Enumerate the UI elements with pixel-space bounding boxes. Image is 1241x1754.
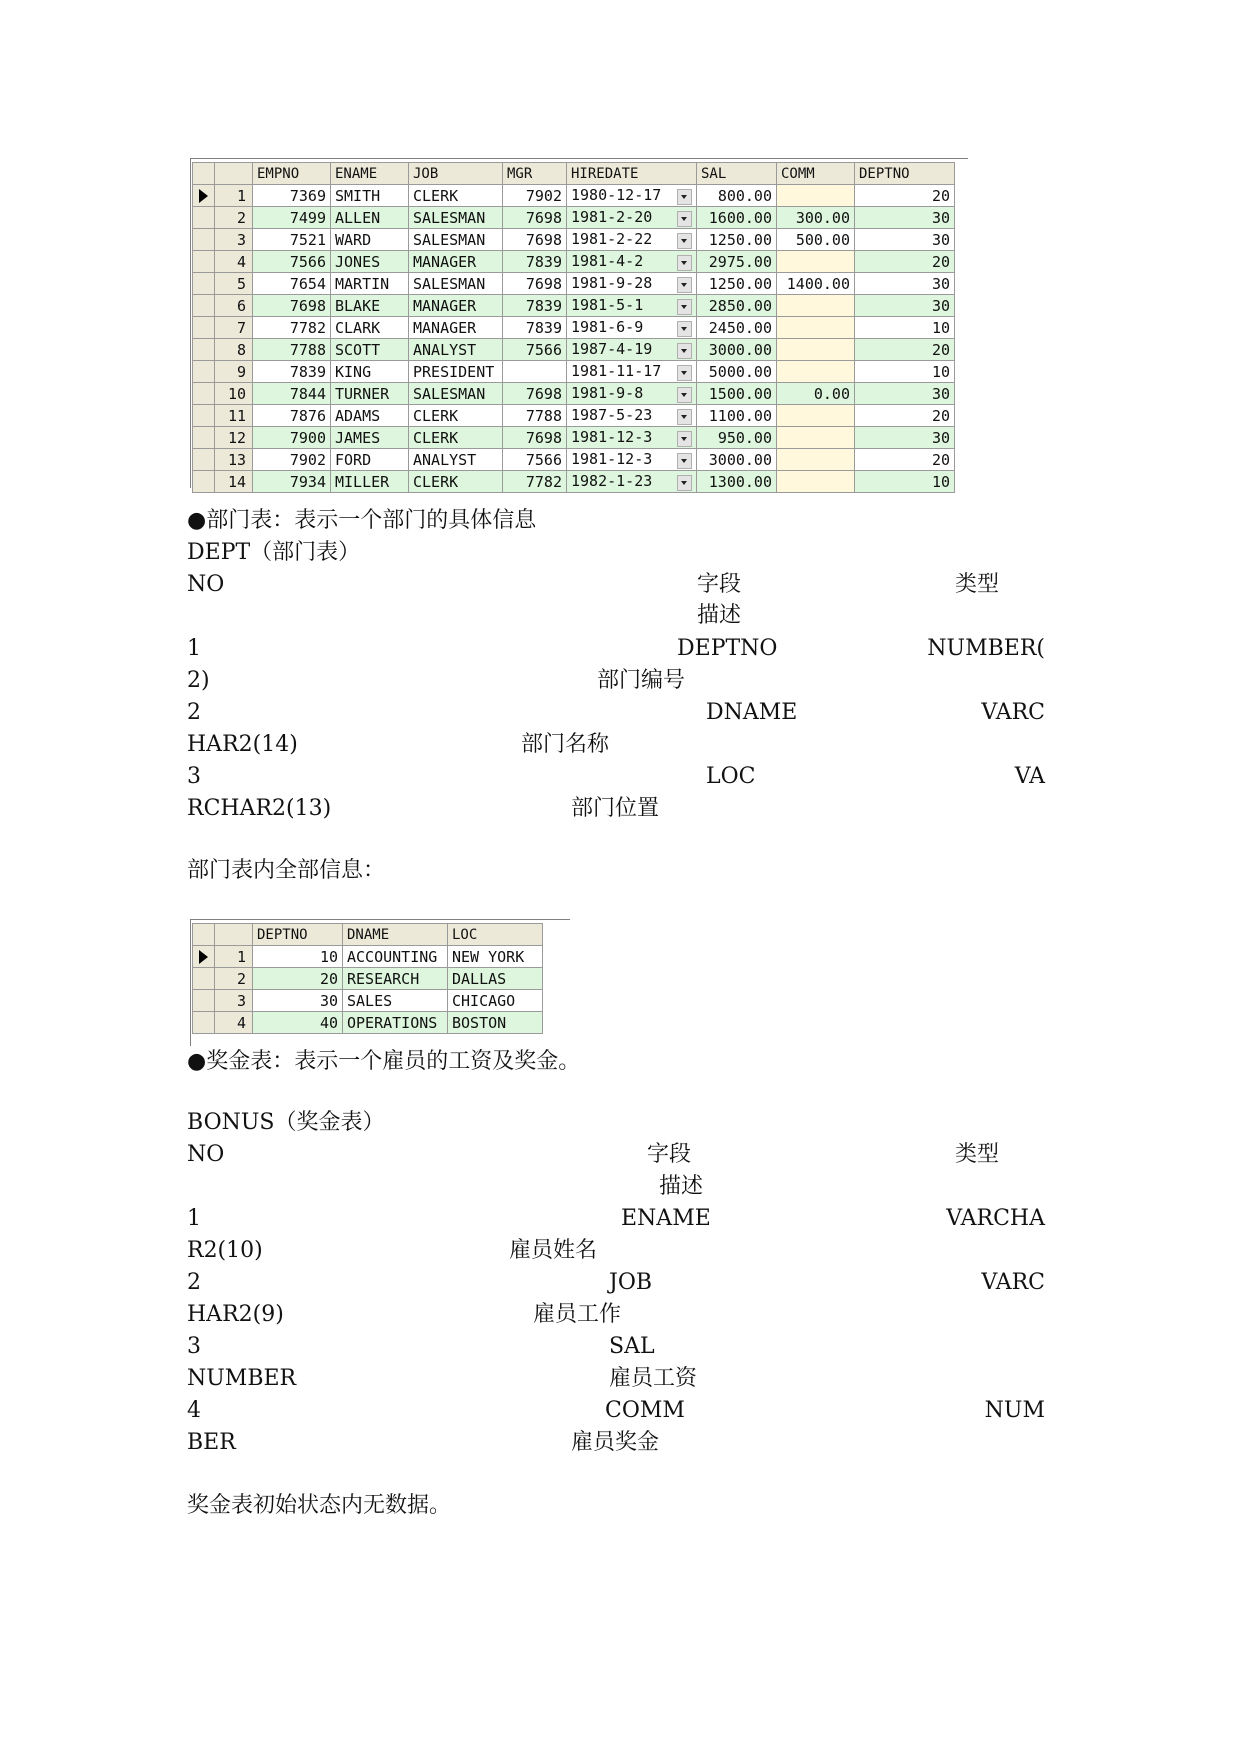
cell-deptno[interactable]: 20: [855, 449, 955, 471]
cell-hiredate-text: 1981-5-1: [571, 296, 644, 314]
cell-hiredate-text: 1981-2-22: [571, 230, 653, 248]
table-row[interactable]: [193, 1012, 543, 1034]
cell-empno[interactable]: 7698: [253, 295, 331, 317]
cell-job[interactable]: CLERK: [409, 405, 503, 427]
cell-row-number: 11: [215, 405, 253, 427]
dept-field-type: VA: [1014, 764, 1045, 789]
table-row[interactable]: [193, 968, 543, 990]
col-header-loc[interactable]: LOC: [448, 924, 543, 946]
cell-empno[interactable]: 7902: [253, 449, 331, 471]
cell-comm[interactable]: [777, 361, 855, 383]
cell-hiredate[interactable]: [567, 229, 697, 251]
cell-sal[interactable]: 1600.00: [697, 207, 777, 229]
bonus-empty-note: 奖金表初始状态内无数据。: [187, 1493, 452, 1518]
dept-title: DEPT（部门表）: [187, 540, 361, 565]
cell-row-number: 9: [215, 361, 253, 383]
date-dropdown-icon[interactable]: [677, 453, 692, 469]
bonus-col-desc: 描述: [659, 1174, 704, 1199]
row-indicator[interactable]: [193, 273, 215, 295]
table-row[interactable]: [193, 207, 955, 229]
cell-hiredate[interactable]: [567, 207, 697, 229]
cell-mgr[interactable]: 7698: [503, 229, 567, 251]
cell-job[interactable]: SALESMAN: [409, 273, 503, 295]
bonus-heading: ●奖金表：表示一个雇员的工资及奖金。: [187, 1049, 581, 1074]
table-row[interactable]: [193, 449, 955, 471]
cell-job[interactable]: CLERK: [409, 427, 503, 449]
dept-field-no: 1: [187, 636, 201, 661]
dept-col-desc: 描述: [697, 603, 742, 628]
table-row[interactable]: [193, 229, 955, 251]
cell-mgr[interactable]: 7698: [503, 383, 567, 405]
cell-ename[interactable]: WARD: [331, 229, 409, 251]
cell-ename[interactable]: MILLER: [331, 471, 409, 493]
bonus-field-no: 1: [187, 1206, 201, 1231]
bonus-field-desc: 雇员工资: [609, 1366, 698, 1391]
cell-mgr[interactable]: 7839: [503, 251, 567, 273]
bonus-field-type: NUM: [984, 1398, 1045, 1423]
dept-col-field: 字段: [697, 572, 742, 597]
cell-ename[interactable]: MARTIN: [331, 273, 409, 295]
cell-row-number: 4: [215, 251, 253, 273]
row-indicator[interactable]: [193, 427, 215, 449]
cell-mgr[interactable]: [503, 361, 567, 383]
cell-hiredate[interactable]: [567, 295, 697, 317]
row-indicator[interactable]: [193, 1012, 215, 1034]
bonus-field-name: JOB: [609, 1270, 653, 1295]
cell-comm[interactable]: 300.00: [777, 207, 855, 229]
cell-deptno[interactable]: 30: [855, 383, 955, 405]
cell-mgr[interactable]: 7698: [503, 273, 567, 295]
cell-loc[interactable]: DALLAS: [448, 968, 543, 990]
row-indicator[interactable]: [193, 251, 215, 273]
cell-comm[interactable]: [777, 317, 855, 339]
bonus-field-desc: 雇员工作: [533, 1302, 622, 1327]
col-header-hiredate[interactable]: HIREDATE: [567, 163, 697, 185]
dept-field-name: DNAME: [706, 700, 798, 725]
dept-col-type: 类型: [955, 572, 1000, 597]
cell-hiredate[interactable]: [567, 251, 697, 273]
cell-hiredate[interactable]: [567, 427, 697, 449]
row-indicator[interactable]: [193, 317, 215, 339]
cell-mgr[interactable]: 7839: [503, 317, 567, 339]
cell-deptno[interactable]: 10: [855, 471, 955, 493]
cell-hiredate-text: 1981-6-9: [571, 318, 644, 336]
row-indicator[interactable]: [193, 229, 215, 251]
cell-deptno[interactable]: 20: [855, 339, 955, 361]
dept-table: [192, 923, 543, 1034]
cell-mgr[interactable]: 7566: [503, 339, 567, 361]
cell-sal[interactable]: 5000.00: [697, 361, 777, 383]
cell-empno[interactable]: 7782: [253, 317, 331, 339]
dept-field-name: LOC: [706, 764, 756, 789]
cell-deptno[interactable]: 20: [855, 185, 955, 207]
col-header-deptno[interactable]: DEPTNO: [253, 924, 343, 946]
row-indicator[interactable]: [193, 449, 215, 471]
cell-hiredate[interactable]: [567, 405, 697, 427]
date-dropdown-icon[interactable]: [677, 475, 692, 491]
row-indicator[interactable]: [193, 185, 215, 207]
cell-job[interactable]: SALESMAN: [409, 207, 503, 229]
cell-comm[interactable]: 500.00: [777, 229, 855, 251]
col-header-dname[interactable]: DNAME: [343, 924, 448, 946]
bonus-field-no: 2: [187, 1270, 201, 1295]
cell-deptno[interactable]: 30: [855, 427, 955, 449]
cell-empno[interactable]: 7654: [253, 273, 331, 295]
table-row[interactable]: [193, 946, 543, 968]
cell-deptno[interactable]: 20: [855, 405, 955, 427]
dept-field-name: DEPTNO: [677, 636, 778, 661]
cell-deptno[interactable]: 20: [855, 251, 955, 273]
table-row[interactable]: [193, 251, 955, 273]
cell-row-number: 2: [215, 207, 253, 229]
cell-loc[interactable]: CHICAGO: [448, 990, 543, 1012]
col-header-mgr[interactable]: MGR: [503, 163, 567, 185]
row-indicator[interactable]: [193, 339, 215, 361]
cell-deptno[interactable]: 30: [855, 207, 955, 229]
cell-sal[interactable]: 950.00: [697, 427, 777, 449]
cell-hiredate[interactable]: [567, 273, 697, 295]
table-row[interactable]: [193, 990, 543, 1012]
cell-empno[interactable]: 7788: [253, 339, 331, 361]
emp-table: [192, 162, 955, 493]
bonus-field-name: COMM: [605, 1398, 685, 1423]
bonus-field-desc: 雇员奖金: [571, 1430, 660, 1455]
cell-hiredate[interactable]: [567, 185, 697, 207]
date-dropdown-icon[interactable]: [677, 233, 692, 249]
cell-deptno[interactable]: 10: [253, 946, 343, 968]
cell-hiredate[interactable]: [567, 383, 697, 405]
table-row[interactable]: [193, 361, 955, 383]
cell-deptno[interactable]: 30: [855, 295, 955, 317]
cell-mgr[interactable]: 7782: [503, 471, 567, 493]
cell-dname[interactable]: RESEARCH: [343, 968, 448, 990]
cell-sal[interactable]: 2975.00: [697, 251, 777, 273]
cell-deptno[interactable]: 10: [855, 361, 955, 383]
cell-hiredate-text: 1981-9-8: [571, 384, 644, 402]
cell-comm[interactable]: [777, 471, 855, 493]
bonus-field-no: 4: [187, 1398, 201, 1423]
bonus-field-type-cont: R2(10): [187, 1238, 263, 1263]
cell-row-number: 8: [215, 339, 253, 361]
bonus-title: BONUS（奖金表）: [187, 1110, 385, 1135]
date-dropdown-icon[interactable]: [677, 431, 692, 447]
cell-sal[interactable]: 3000.00: [697, 339, 777, 361]
date-dropdown-icon[interactable]: [677, 365, 692, 381]
cell-row-number: 5: [215, 273, 253, 295]
cell-sal[interactable]: 1500.00: [697, 383, 777, 405]
bonus-col-field: 字段: [647, 1142, 692, 1167]
date-dropdown-icon[interactable]: [677, 189, 692, 205]
cell-row-number: 4: [215, 1012, 253, 1034]
cell-row-number: 14: [215, 471, 253, 493]
row-indicator[interactable]: [193, 946, 215, 968]
cell-sal[interactable]: 1100.00: [697, 405, 777, 427]
dept-heading: ●部门表：表示一个部门的具体信息: [187, 508, 537, 533]
table-row[interactable]: [193, 339, 955, 361]
cell-ename[interactable]: JAMES: [331, 427, 409, 449]
cell-dname[interactable]: ACCOUNTING: [343, 946, 448, 968]
cell-job[interactable]: MANAGER: [409, 251, 503, 273]
cell-hiredate[interactable]: [567, 449, 697, 471]
cell-job[interactable]: CLERK: [409, 471, 503, 493]
cell-mgr[interactable]: 7698: [503, 427, 567, 449]
cell-row-number: 6: [215, 295, 253, 317]
cell-empno[interactable]: 7839: [253, 361, 331, 383]
dept-field-desc: 部门名称: [521, 732, 610, 757]
bonus-col-type: 类型: [955, 1142, 1000, 1167]
col-header-comm[interactable]: COMM: [777, 163, 855, 185]
cell-sal[interactable]: 2450.00: [697, 317, 777, 339]
date-dropdown-icon[interactable]: [677, 211, 692, 227]
cell-job[interactable]: MANAGER: [409, 295, 503, 317]
cell-row-number: 7: [215, 317, 253, 339]
row-indicator[interactable]: [193, 207, 215, 229]
date-dropdown-icon[interactable]: [677, 255, 692, 271]
cell-empno[interactable]: 7844: [253, 383, 331, 405]
date-dropdown-icon[interactable]: [677, 409, 692, 425]
cell-hiredate-text: 1980-12-17: [571, 186, 662, 204]
date-dropdown-icon[interactable]: [677, 387, 692, 403]
cell-hiredate-text: 1981-9-28: [571, 274, 653, 292]
cell-mgr[interactable]: 7788: [503, 405, 567, 427]
dept-field-no: 2: [187, 700, 201, 725]
col-header-deptno[interactable]: DEPTNO: [855, 163, 955, 185]
cell-sal[interactable]: 3000.00: [697, 449, 777, 471]
cell-deptno[interactable]: 10: [855, 317, 955, 339]
grid-corner: [215, 924, 253, 946]
cell-job[interactable]: MANAGER: [409, 317, 503, 339]
bonus-field-type-cont: HAR2(9): [187, 1302, 284, 1327]
bonus-field-desc: 雇员姓名: [509, 1238, 598, 1263]
bonus-field-name: ENAME: [621, 1206, 711, 1231]
cell-sal[interactable]: 2850.00: [697, 295, 777, 317]
dept-field-desc: 部门位置: [571, 796, 660, 821]
cell-comm[interactable]: [777, 405, 855, 427]
table-row[interactable]: [193, 273, 955, 295]
row-indicator[interactable]: [193, 295, 215, 317]
cell-hiredate-text: 1981-2-20: [571, 208, 653, 226]
dept-field-type-cont: HAR2(14): [187, 732, 298, 757]
cell-row-number: 10: [215, 383, 253, 405]
cell-mgr[interactable]: 7698: [503, 207, 567, 229]
cell-row-number: 1: [215, 946, 253, 968]
bonus-field-type: VARC: [981, 1270, 1045, 1295]
cell-deptno[interactable]: 40: [253, 1012, 343, 1034]
cell-empno[interactable]: 7900: [253, 427, 331, 449]
table-row[interactable]: [193, 405, 955, 427]
cell-ename[interactable]: ALLEN: [331, 207, 409, 229]
cell-row-number: 3: [215, 990, 253, 1012]
cell-hiredate-text: 1981-12-3: [571, 428, 653, 446]
cell-comm[interactable]: [777, 449, 855, 471]
bonus-field-type: VARCHA: [946, 1206, 1045, 1231]
col-header-sal[interactable]: SAL: [697, 163, 777, 185]
cell-hiredate-text: 1981-11-17: [571, 362, 662, 380]
cell-job[interactable]: SALESMAN: [409, 383, 503, 405]
dept-field-desc: 部门编号: [597, 668, 686, 693]
cell-hiredate-text: 1981-12-3: [571, 450, 653, 468]
cell-comm[interactable]: [777, 295, 855, 317]
cell-dname[interactable]: SALES: [343, 990, 448, 1012]
cell-deptno[interactable]: 20: [253, 968, 343, 990]
row-indicator[interactable]: [193, 405, 215, 427]
table-row[interactable]: [193, 471, 955, 493]
cell-comm[interactable]: [777, 427, 855, 449]
cell-empno[interactable]: 7499: [253, 207, 331, 229]
cell-comm[interactable]: [777, 185, 855, 207]
cell-row-number: 1: [215, 185, 253, 207]
dept-col-no: NO: [187, 572, 225, 597]
cell-deptno[interactable]: 30: [253, 990, 343, 1012]
row-indicator[interactable]: [193, 361, 215, 383]
bonus-col-no: NO: [187, 1142, 225, 1167]
cell-comm[interactable]: [777, 339, 855, 361]
cell-ename[interactable]: FORD: [331, 449, 409, 471]
cell-ename[interactable]: SMITH: [331, 185, 409, 207]
col-header-ename[interactable]: ENAME: [331, 163, 409, 185]
row-indicator[interactable]: [193, 471, 215, 493]
cell-ename[interactable]: BLAKE: [331, 295, 409, 317]
cell-job[interactable]: SALESMAN: [409, 229, 503, 251]
cell-loc[interactable]: BOSTON: [448, 1012, 543, 1034]
row-indicator[interactable]: [193, 968, 215, 990]
cell-ename[interactable]: JONES: [331, 251, 409, 273]
cell-hiredate-text: 1987-4-19: [571, 340, 653, 358]
cell-job[interactable]: ANALYST: [409, 449, 503, 471]
cell-sal[interactable]: 1300.00: [697, 471, 777, 493]
cell-job[interactable]: CLERK: [409, 185, 503, 207]
cell-empno[interactable]: 7369: [253, 185, 331, 207]
cell-row-number: 12: [215, 427, 253, 449]
row-indicator[interactable]: [193, 383, 215, 405]
col-header-empno[interactable]: EMPNO: [253, 163, 331, 185]
grid-corner: [215, 163, 253, 185]
date-dropdown-icon[interactable]: [677, 321, 692, 337]
cell-ename[interactable]: ADAMS: [331, 405, 409, 427]
cell-comm[interactable]: 1400.00: [777, 273, 855, 295]
cell-hiredate-text: 1981-4-2: [571, 252, 644, 270]
cell-hiredate-text: 1987-5-23: [571, 406, 653, 424]
table-row[interactable]: [193, 185, 955, 207]
cell-job[interactable]: PRESIDENT: [409, 361, 503, 383]
bonus-field-no: 3: [187, 1334, 201, 1359]
cell-deptno[interactable]: 30: [855, 273, 955, 295]
cell-comm[interactable]: [777, 251, 855, 273]
cell-ename[interactable]: KING: [331, 361, 409, 383]
cell-empno[interactable]: 7876: [253, 405, 331, 427]
cell-empno[interactable]: 7566: [253, 251, 331, 273]
cell-mgr[interactable]: 7902: [503, 185, 567, 207]
table-row[interactable]: [193, 383, 955, 405]
date-dropdown-icon[interactable]: [677, 343, 692, 359]
bonus-field-name: SAL: [609, 1334, 655, 1359]
cell-ename[interactable]: SCOTT: [331, 339, 409, 361]
dept-field-type: VARC: [981, 700, 1045, 725]
cell-row-number: 2: [215, 968, 253, 990]
cell-mgr[interactable]: 7839: [503, 295, 567, 317]
table-row[interactable]: [193, 427, 955, 449]
cell-dname[interactable]: OPERATIONS: [343, 1012, 448, 1034]
table-row[interactable]: [193, 317, 955, 339]
table-row[interactable]: [193, 295, 955, 317]
dept-field-type: NUMBER(: [927, 636, 1045, 661]
bonus-field-type-cont: NUMBER: [187, 1366, 297, 1391]
cell-hiredate[interactable]: [567, 339, 697, 361]
cell-hiredate[interactable]: [567, 361, 697, 383]
col-header-job[interactable]: JOB: [409, 163, 503, 185]
date-dropdown-icon[interactable]: [677, 277, 692, 293]
cell-empno[interactable]: 7521: [253, 229, 331, 251]
dept-field-type-cont: 2): [187, 668, 210, 693]
cell-ename[interactable]: CLARK: [331, 317, 409, 339]
row-indicator[interactable]: [193, 990, 215, 1012]
cell-hiredate[interactable]: [567, 317, 697, 339]
cell-comm[interactable]: 0.00: [777, 383, 855, 405]
grid-corner: [193, 924, 215, 946]
cell-sal[interactable]: 800.00: [697, 185, 777, 207]
date-dropdown-icon[interactable]: [677, 299, 692, 315]
cell-mgr[interactable]: 7566: [503, 449, 567, 471]
grid-corner: [193, 163, 215, 185]
bonus-field-type-cont: BER: [187, 1430, 236, 1455]
cell-job[interactable]: ANALYST: [409, 339, 503, 361]
dept-all-info: 部门表内全部信息：: [187, 858, 386, 883]
dept-field-type-cont: RCHAR2(13): [187, 796, 332, 821]
cell-loc[interactable]: NEW YORK: [448, 946, 543, 968]
dept-field-no: 3: [187, 764, 201, 789]
cell-empno[interactable]: 7934: [253, 471, 331, 493]
cell-row-number: 13: [215, 449, 253, 471]
cell-ename[interactable]: TURNER: [331, 383, 409, 405]
current-row-arrow-icon: [199, 189, 208, 203]
cell-row-number: 3: [215, 229, 253, 251]
cell-hiredate-text: 1982-1-23: [571, 472, 653, 490]
cell-deptno[interactable]: 30: [855, 229, 955, 251]
current-row-arrow-icon: [199, 950, 208, 964]
cell-sal[interactable]: 1250.00: [697, 273, 777, 295]
cell-sal[interactable]: 1250.00: [697, 229, 777, 251]
cell-hiredate[interactable]: [567, 471, 697, 493]
